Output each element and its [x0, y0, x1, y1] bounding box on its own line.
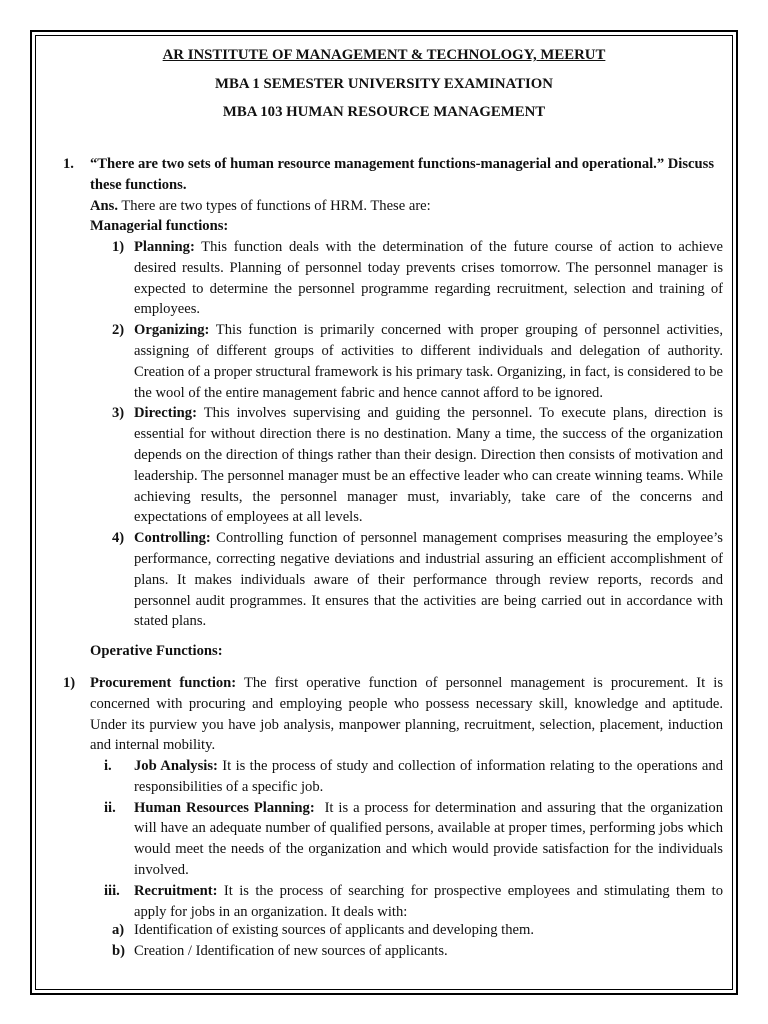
item-number: 4)	[112, 530, 125, 547]
answer-intro	[63, 196, 723, 217]
item-number: 1)	[63, 675, 76, 691]
sub-item	[104, 756, 723, 798]
procurement-block	[63, 673, 723, 756]
procurement-item	[63, 673, 723, 756]
question-block	[63, 154, 723, 237]
sub-item	[104, 881, 723, 923]
item-text: Controlling function of personnel management comprises measuring the employee’s performance, correcting negative deviations and industrial assuring an efficient accomplishment of plans. It makes individuals aware of their performance through review reports, records and personnel audit programmes. It ensures that the activities are being carried out in accordance with stated plans.	[134, 530, 723, 630]
item-number: a)	[112, 922, 125, 938]
question-1	[63, 154, 723, 196]
managerial-item	[112, 320, 723, 403]
exam-title: MBA 1 SEMESTER UNIVERSITY EXAMINATION	[215, 76, 553, 92]
item-title: Controlling:	[134, 530, 211, 547]
item-title: Recruitment:	[134, 882, 218, 899]
item-title: Planning:	[134, 239, 195, 255]
item-text: This function deals with the determination of the future course of action to achieve desired results. Planning of personnel today prevents crises tomorrow. The personnel manager is expected to determine the personnel programme regarding recruitment, selection and training of employees.	[134, 239, 723, 318]
item-text: It is the process of study and collection of information relating to the operations and responsibilities of a specific job.	[134, 758, 723, 795]
managerial-heading-text: Managerial functions:	[90, 218, 229, 235]
recruitment-item	[112, 941, 723, 962]
managerial-heading	[63, 216, 723, 237]
item-number: 1)	[112, 239, 125, 255]
item-text: This function is primarily concerned with proper grouping of personnel activities, assigning of different groups of activities to different individuals and delegation of authority. Creation of a proper structural framework is his primary task. Organizing, in fact, is considered to be the wool of the entire management fabric and hence cannot afford to be ignored.	[134, 322, 723, 401]
item-number: b)	[112, 942, 125, 959]
managerial-item	[112, 403, 723, 528]
institute-title-text: AR INSTITUTE OF MANAGEMENT & TECHNOLOGY, MEERUT	[162, 47, 606, 63]
item-number: iii.	[104, 882, 120, 899]
question-number: 1.	[63, 156, 74, 172]
item-title: Procurement function:	[90, 675, 237, 691]
item-text: Creation / Identification of new sources of applicants.	[134, 942, 448, 959]
managerial-item	[112, 528, 723, 632]
procurement-sub-list	[104, 756, 727, 922]
item-number: 2)	[112, 322, 125, 339]
item-title: Human Resources Planning:	[134, 799, 315, 816]
operative-heading	[90, 641, 223, 662]
operative-heading-text: Operative Functions:	[90, 643, 223, 659]
subject-title: MBA 103 HUMAN RESOURCE MANAGEMENT	[222, 104, 546, 120]
item-text: It is a process for determination and assuring that the organization will have an adequate number of qualified persons, available at proper times, performing jobs which would meet the needs of the organization and which would provide satisfaction for the individuals involved.	[134, 799, 727, 878]
item-number: 3)	[112, 405, 125, 422]
item-text: This involves supervising and guiding the personnel. To execute plans, direction is essential for without direction there is no destination. Many a time, the success of the organization depends on the direction of things rather than their design. Direction then consists of motivation and leadership. The personnel manager must be an effective leader who can create winning teams. While achieving results, the personnel manager must, invariably, take care of the concerns and expectations of employees at all levels.	[134, 405, 723, 526]
question-text: “There are two sets of human resource management functions-managerial and operational.” Discuss these functions.	[90, 156, 714, 193]
managerial-list	[112, 237, 723, 632]
recruitment-list	[112, 920, 723, 962]
managerial-item	[112, 237, 723, 320]
ans-text: There are two types of functions of HRM. These are:	[117, 197, 431, 214]
item-text: The first operative function of personnel management is procurement. It is concerned with procuring and employing people who possess necessary skill, knowledge and aptitude. Under its purview you have job analysis, manpower planning, recruitment, selection, placement, induction and internal mobility.	[90, 675, 724, 754]
item-title: Directing:	[134, 405, 197, 422]
item-text: It is the process of searching for prospective employees and stimulating them to apply for jobs in an organization. It deals with:	[134, 882, 723, 920]
ans-label: Ans.	[90, 197, 118, 214]
item-text: Identification of existing sources of applicants and developing them.	[134, 922, 535, 938]
item-number: i.	[104, 758, 112, 774]
institute-title	[0, 45, 768, 66]
item-number: ii.	[104, 799, 116, 816]
sub-item	[104, 798, 727, 881]
recruitment-item	[112, 920, 723, 941]
item-title: Job Analysis:	[134, 758, 218, 774]
item-title: Organizing:	[134, 322, 210, 339]
